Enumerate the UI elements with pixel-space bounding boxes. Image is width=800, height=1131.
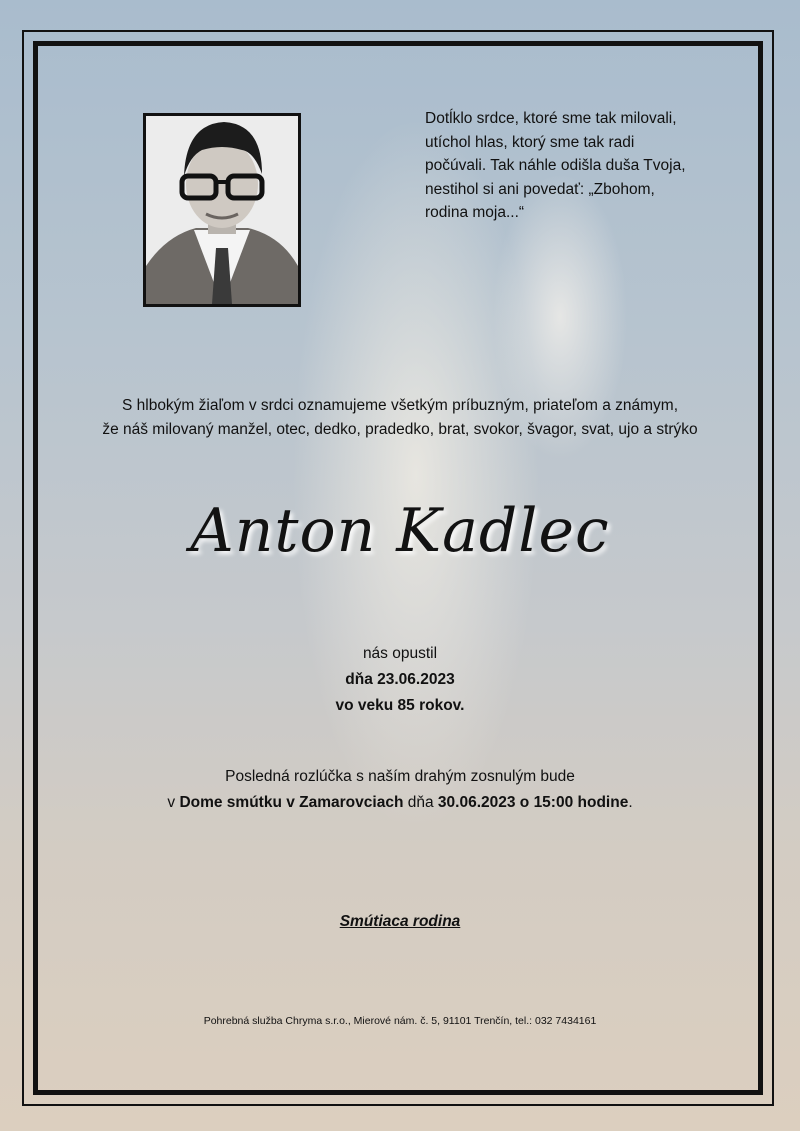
- funeral-prefix: v: [167, 794, 180, 811]
- deceased-name: Anton Kadlec: [190, 496, 610, 566]
- quote-line: nestihol si ani povedať: „Zbohom,: [425, 180, 655, 198]
- death-age: [40, 693, 760, 719]
- quote-line: Dotĺklo srdce, ktoré sme tak milovali,: [425, 110, 677, 127]
- death-date-line: [40, 641, 760, 693]
- quote-line: utíchol hlas, ktorý sme tak radi: [425, 133, 635, 151]
- funeral-middle: dňa: [403, 794, 438, 811]
- memorial-quote: [425, 107, 715, 225]
- portrait-photo: [143, 113, 301, 307]
- announcement-text: [40, 394, 760, 442]
- funeral-line-1: Posledná rozlúčka s naším drahým zosnulým bude: [225, 768, 575, 785]
- announcement-line-1: S hlbokým žiaľom v srdci oznamujeme všetkým príbuzným, priateľom a známym,: [121, 397, 679, 414]
- footer-funeral-service: Pohrebná služba Chryma s.r.o., Mierové nám. č. 5, 91101 Trenčín, tel.: 032 7434161: [203, 1015, 597, 1027]
- funeral-place: Dome smútku v Zamarovciach: [179, 794, 404, 811]
- death-age-text: vo veku 85 rokov.: [335, 697, 465, 714]
- death-date: dňa 23.06.2023: [345, 671, 455, 688]
- signature: Smútiaca rodina: [339, 913, 461, 930]
- funeral-line-2: [40, 790, 760, 816]
- funeral-suffix: .: [628, 794, 633, 811]
- quote-line: počúvali. Tak náhle odišla duša Tvoja,: [425, 157, 686, 174]
- death-prefix: nás opustil: [362, 645, 438, 662]
- quote-line: rodina moja...“: [425, 204, 525, 221]
- announcement-line-2: že náš milovaný manžel, otec, dedko, pradedko, brat, svokor, švagor, svat, ujo a strýko: [102, 421, 698, 438]
- death-info: [40, 641, 760, 719]
- funeral-info: [40, 764, 760, 816]
- funeral-datetime: 30.06.2023 o 15:00 hodine: [437, 794, 629, 811]
